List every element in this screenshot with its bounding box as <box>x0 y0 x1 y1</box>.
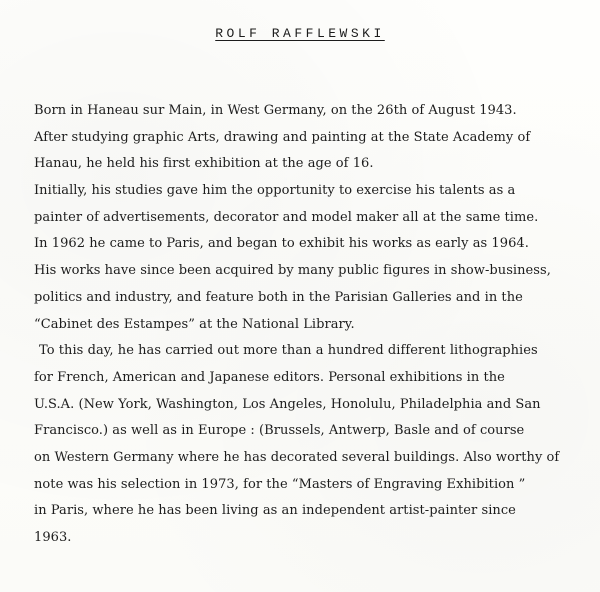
text-line: on Western Germany where he has decorated several buildings. Also worthy of <box>34 449 560 465</box>
title-text: ROLF RAFFLEWSKI <box>215 26 385 41</box>
document-title <box>0 26 600 41</box>
text-line: “Cabinet des Estampes” at the National Library. <box>34 316 355 332</box>
text-line: To this day, he has carried out more than a hundred different lithographies <box>39 343 538 359</box>
text-line: politics and industry, and feature both in the Parisian Galleries and in the <box>34 289 523 305</box>
text-line: painter of advertisements, decorator and model maker all at the same time. <box>34 209 539 225</box>
text-line: note was his selection in 1973, for the “Masters of Engraving Exhibition ” <box>34 476 526 492</box>
text-line: After studying graphic Arts, drawing and painting at the State Academy of <box>34 129 531 145</box>
biography-text <box>34 98 594 552</box>
text-line: 1963. <box>34 530 72 545</box>
text-line: in Paris, where he has been living as an independent artist-painter since <box>34 503 516 519</box>
text-line: In 1962 he came to Paris, and began to exhibit his works as early as 1964. <box>34 236 529 252</box>
text-line: U.S.A. (New York, Washington, Los Angeles, Honolulu, Philadelphia and San <box>34 396 541 412</box>
text-line: Born in Haneau sur Main, in West Germany, on the 26th of August 1943. <box>34 103 517 118</box>
text-line: Initially, his studies gave him the opportunity to exercise his talents as a <box>34 183 516 199</box>
text-line: Francisco.) as well as in Europe : (Brussels, Antwerp, Basle and of course <box>34 423 525 439</box>
text-line: His works have since been acquired by many public figures in show-business, <box>34 263 551 279</box>
text-line: Hanau, he held his first exhibition at the age of 16. <box>34 156 374 172</box>
text-line: for French, American and Japanese editors. Personal exhibitions in the <box>34 369 505 385</box>
